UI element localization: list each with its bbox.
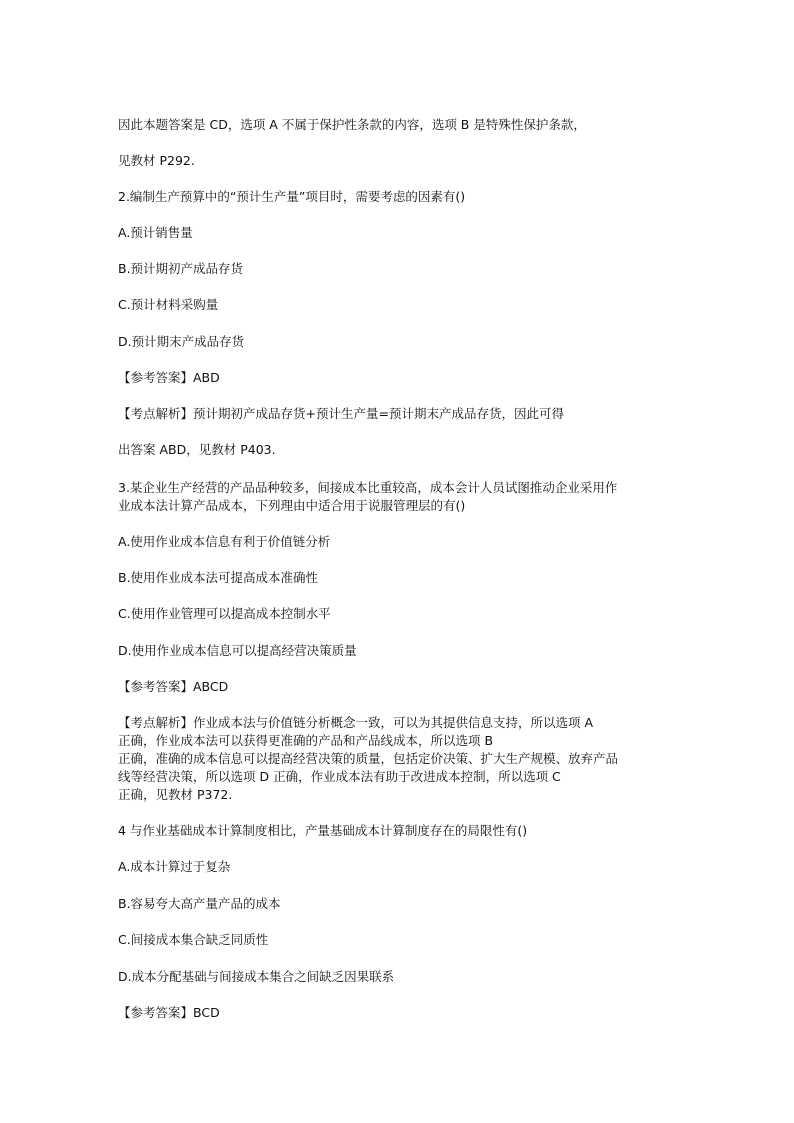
analysis: 【考点解析】作业成本法与价值链分析概念一致，可以为其提供信息支持，所以选项 A [118, 715, 594, 730]
option-d: D.预计期末产成品存货 [118, 334, 245, 349]
option-c: C.间接成本集合缺乏同质性 [118, 932, 269, 947]
option-a: A.成本计算过于复杂 [118, 859, 231, 874]
text-line: 见教材 P292. [118, 153, 195, 168]
analysis: 正确，作业成本法可以获得更准确的产品和产品线成本，所以选项 B [118, 733, 494, 748]
option-b: B.使用作业成本法可提高成本准确性 [118, 570, 319, 585]
option-d: D.成本分配基础与间接成本集合之间缺乏因果联系 [118, 969, 395, 984]
text-line: 因此本题答案是 CD，选项 A 不属于保护性条款的内容，选项 B 是特殊性保护条款， [118, 117, 586, 132]
analysis: 正确，见教材 P372. [118, 787, 233, 802]
question-3: 3.某企业生产经营的产品品种较多，间接成本比重较高，成本会计人员试图推动企业采用作 [118, 480, 618, 495]
reference-answer: 【参考答案】BCD [118, 1005, 220, 1020]
reference-answer: 【参考答案】ABD [118, 370, 220, 385]
question-4: 4 与作业基础成本计算制度相比，产量基础成本计算制度存在的局限性有() [118, 823, 528, 838]
option-b: B.预计期初产成品存货 [118, 261, 244, 276]
option-b: B.容易夸大高产量产品的成本 [118, 896, 281, 911]
option-c: C.使用作业管理可以提高成本控制水平 [118, 606, 331, 621]
option-a: A.预计销售量 [118, 225, 193, 240]
analysis: 【考点解析】预计期初产成品存货+预计生产量=预计期末产成品存货，因此可得 [118, 406, 564, 421]
question-3-cont: 业成本法计算产品成本，下列理由中适合用于说服管理层的有() [118, 498, 466, 513]
analysis: 正确，准确的成本信息可以提高经营决策的质量，包括定价决策、扩大生产规模、放弃产品 [118, 751, 619, 766]
analysis-cont: 出答案 ABD，见教材 P403. [118, 442, 276, 457]
question-2: 2.编制生产预算中的“预计生产量”项目时，需要考虑的因素有() [118, 189, 466, 204]
option-d: D.使用作业成本信息可以提高经营决策质量 [118, 643, 357, 658]
option-c: C.预计材料采购量 [118, 297, 219, 312]
reference-answer: 【参考答案】ABCD [118, 679, 229, 694]
analysis: 线等经营决策，所以选项 D 正确，作业成本法有助于改进成本控制，所以选项 C [118, 769, 561, 784]
option-a: A.使用作业成本信息有利于价值链分析 [118, 534, 331, 549]
